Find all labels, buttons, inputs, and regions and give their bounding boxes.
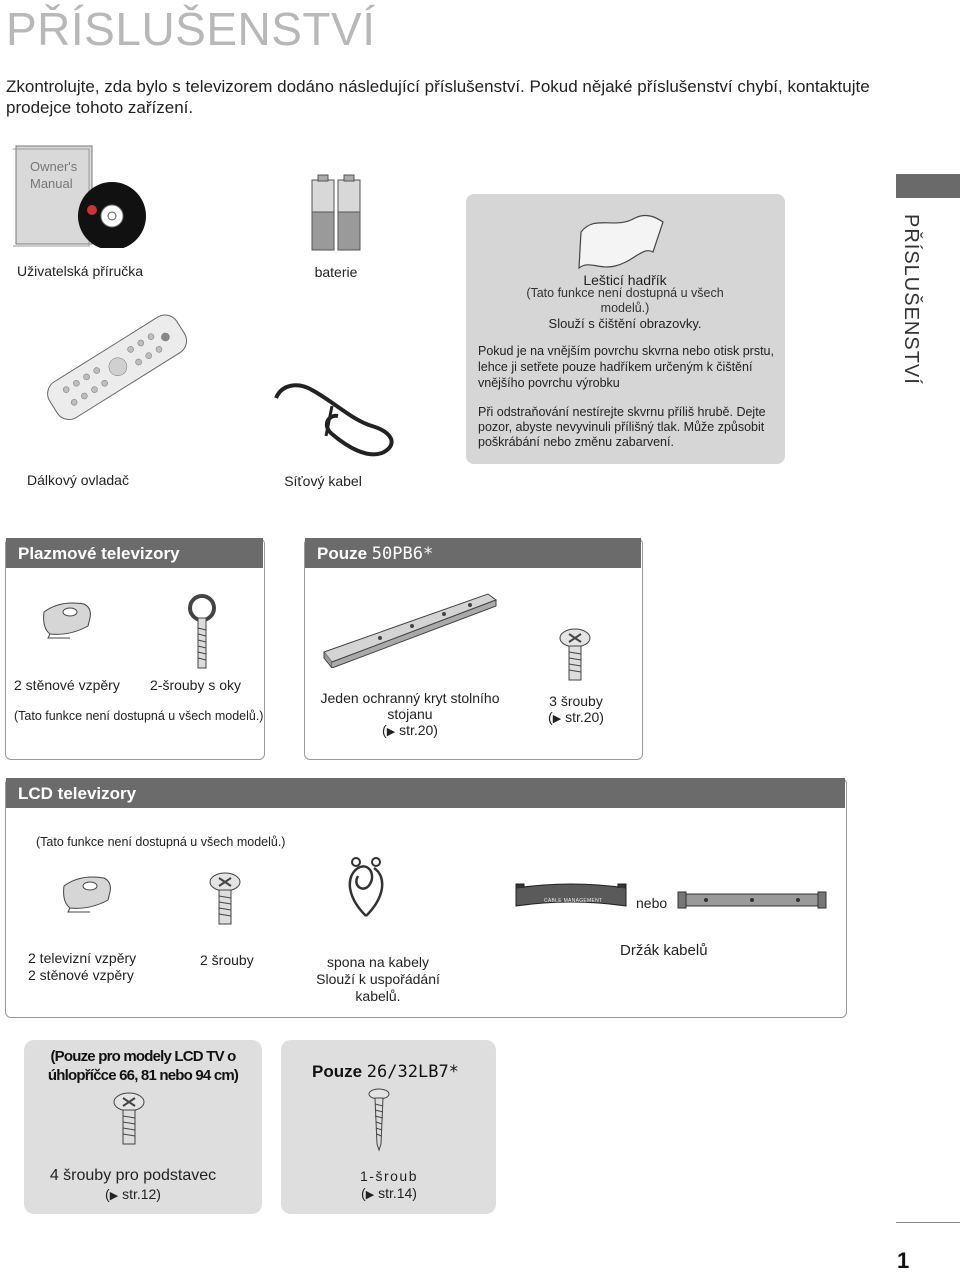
stand-screws-text: 4 šrouby pro podstavec: [49, 1167, 217, 1184]
single-screw-ref: (▶ str.14): [361, 1185, 417, 1201]
batteries-label: baterie: [314, 264, 358, 280]
plasma-screws-text: 3 šrouby: [549, 693, 603, 709]
stand-cover-icon: [320, 588, 500, 668]
lcd-header: LCD televizory: [6, 778, 845, 808]
cable-management-text: CABLE MANAGEMENT: [544, 898, 603, 904]
stand-screws-header-line1: (Pouze pro modely LCD TV o: [50, 1048, 236, 1065]
batteries-illustration: [310, 172, 362, 252]
page-number-rule: [896, 1222, 960, 1223]
cable-holder-bar-icon: [676, 888, 828, 912]
clip-line1: spona na kabely: [327, 954, 429, 970]
cable-management-holder-icon: [512, 878, 630, 914]
plasma-header: Plazmové televizory: [6, 538, 263, 568]
stand-cover-ref-text: str.20): [399, 722, 438, 738]
manual-label: Uživatelská příručka: [16, 263, 144, 279]
cable-label: Síťový kabel: [284, 473, 362, 489]
cloth-warning: Při odstraňování nestírejte skvrnu příliš hrubě. Dejte pozor, abyste nevyvinuli přílišný tlak. Může způsobit poškrábání nebo změnu zabarvení.: [478, 405, 766, 449]
plasma-screws-label: [530, 693, 622, 725]
screw-icon-stand: [112, 1092, 146, 1146]
or-label: nebo: [636, 895, 668, 911]
plasma-50-header-model: 50PB6*: [371, 544, 434, 564]
lcd-screws-label: 2 šrouby: [200, 952, 254, 968]
cloth-instruction: Pokud je na vnějším povrchu skvrna nebo otisk prstu, lehce ji setřete pouze hadříkem určeným k čištění vnějšího povrchu výrobku: [478, 344, 774, 390]
stand-cover-line2: stojanu: [387, 706, 433, 722]
clip-line2: Slouží k uspořádání: [316, 971, 440, 987]
single-screw-header: [312, 1062, 459, 1082]
page-number: 1: [897, 1248, 910, 1273]
stand-screws-ref: (▶ str.12): [105, 1186, 161, 1202]
lcd-brackets-line2: 2 stěnové vzpěry: [28, 967, 134, 983]
single-screw-ref-text: str.14): [378, 1185, 417, 1201]
plasma-screws-ref: (▶ str.20): [548, 709, 604, 725]
clip-line3: kabelů.: [355, 988, 401, 1004]
eye-bolts-label: 2-šrouby s oky: [150, 677, 242, 693]
single-screw-label: [300, 1168, 478, 1204]
manual-cover-text: [30, 158, 77, 192]
plasma-section: [5, 538, 265, 760]
lcd-brackets-line1: 2 televizní vzpěry: [28, 950, 137, 966]
single-screw-header-prefix: Pouze: [312, 1062, 363, 1081]
cable-clip-icon: [340, 856, 392, 924]
stand-cover-line1: Jeden ochranný kryt stolního: [320, 690, 500, 706]
wall-bracket-icon: [40, 596, 100, 640]
stand-screws-label: [24, 1167, 242, 1205]
lcd-brackets-label: [28, 950, 136, 984]
eye-bolt-icon: [184, 592, 220, 672]
lcd-note: (Tato funkce není dostupná u všech modelů.): [36, 835, 286, 849]
cloth-name: Lešticí hadřík: [583, 272, 667, 288]
wood-screw-icon: [368, 1088, 390, 1152]
cable-clip-label: [298, 954, 458, 1005]
plasma-50-header-prefix: Pouze: [317, 544, 368, 563]
side-section-label: PŘÍSLUŠENSTVÍ: [900, 214, 922, 385]
cloth-illustration: [575, 212, 667, 272]
cloth-purpose: Slouží s čištění obrazovky.: [548, 316, 702, 331]
wall-brackets-label: 2 stěnové vzpěry: [14, 677, 120, 693]
stand-cover-ref: (▶ str.20): [382, 722, 438, 738]
side-tab-marker: [896, 174, 960, 198]
power-cable-illustration: [272, 380, 402, 462]
stand-screws-ref-text: str.12): [122, 1186, 161, 1202]
remote-control-illustration: [22, 290, 192, 450]
remote-label: Dálkový ovladač: [27, 472, 129, 488]
plasma-note: (Tato funkce není dostupná u všech modelů.): [14, 709, 264, 723]
cable-holder-label: Držák kabelů: [620, 942, 708, 959]
cloth-note: (Tato funkce není dostupná u všech modelů.): [526, 286, 724, 315]
plasma-50-header: [305, 538, 641, 568]
screw-icon-plasma: [558, 628, 592, 682]
single-screw-header-model: 26/32LB7*: [366, 1062, 459, 1082]
stand-screws-header: [36, 1047, 250, 1085]
manual-cover-line2: Manual: [30, 176, 73, 191]
screw-icon-lcd: [208, 872, 242, 926]
single-screw-text: 1-šroub: [360, 1168, 418, 1184]
tv-bracket-icon: [60, 870, 120, 914]
plasma-screws-ref-text: str.20): [565, 709, 604, 725]
stand-screws-header-line2: úhlopříčce 66, 81 nebo 94 cm): [47, 1067, 239, 1084]
page-title: PŘÍSLUŠENSTVÍ: [6, 3, 376, 55]
manual-cover-line1: Owner's: [30, 159, 78, 174]
stand-cover-label: [312, 690, 508, 738]
intro-text: Zkontrolujte, zda bylo s televizorem dodáno následující příslušenství. Pokud nějaké příslušenství chybí, kontaktujte prodejce tohoto zařízení.: [6, 77, 870, 117]
